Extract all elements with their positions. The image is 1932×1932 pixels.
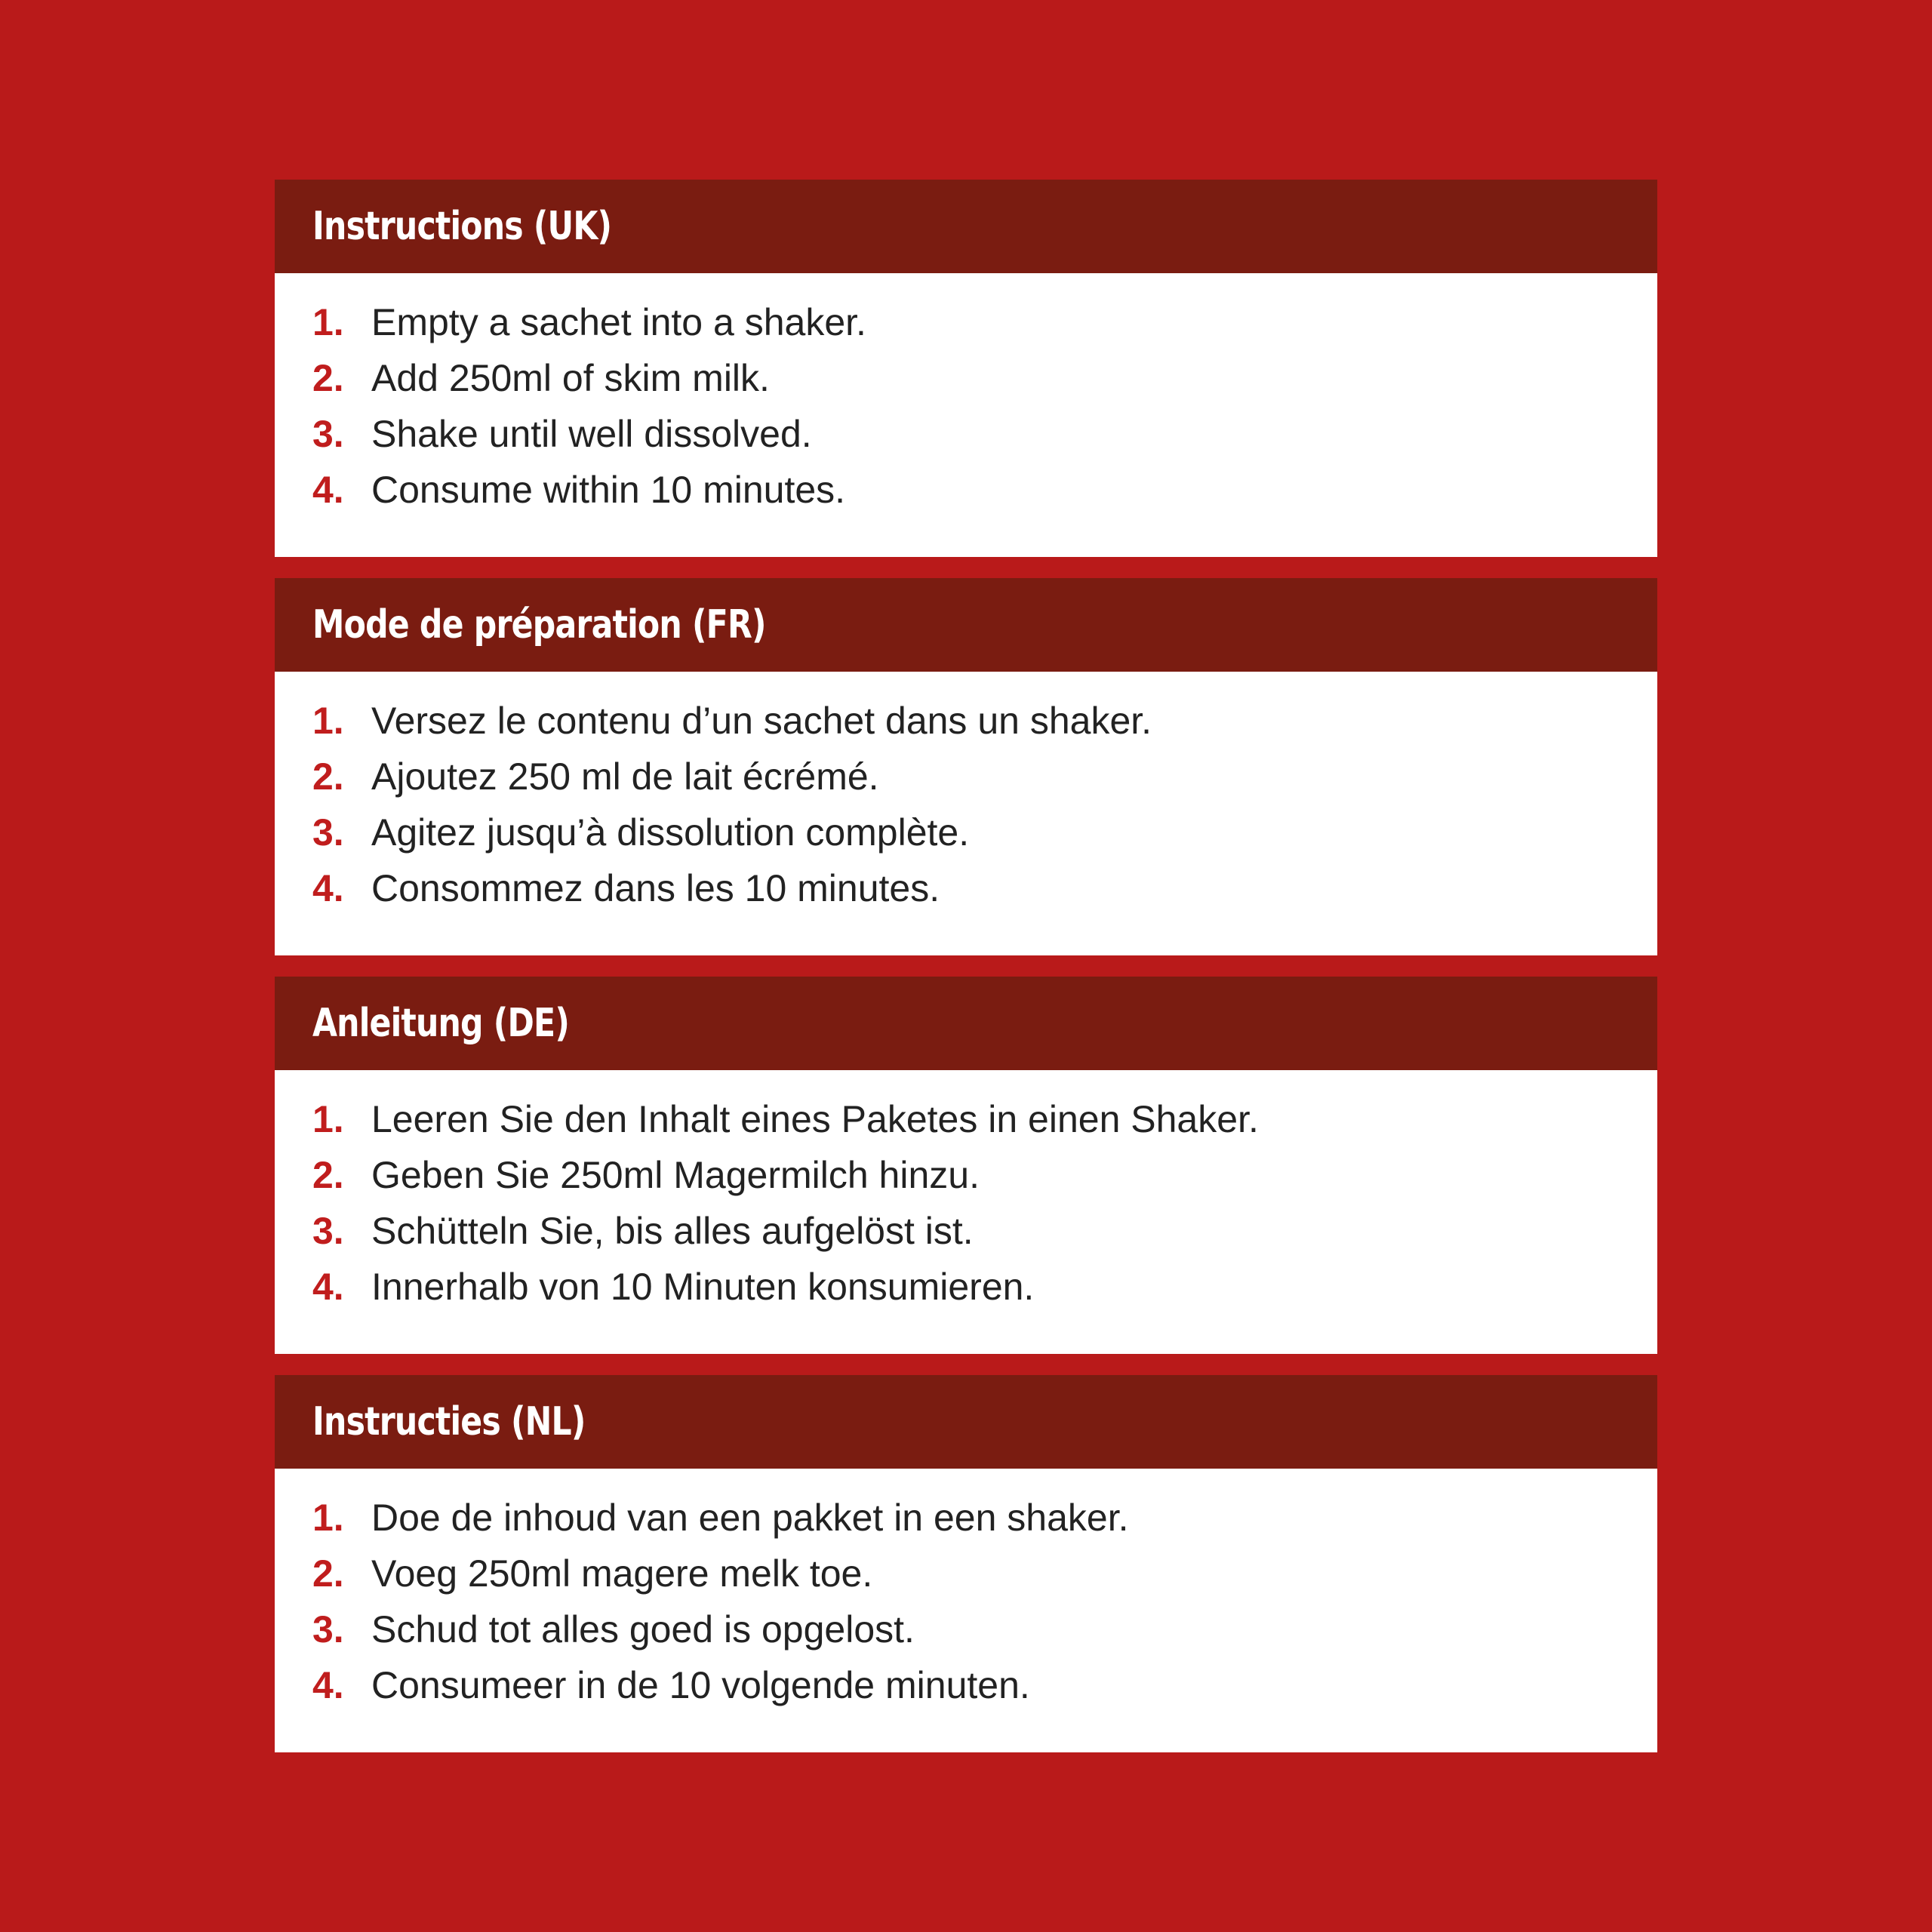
- step-item: [312, 1663, 1657, 1719]
- section-nl: [275, 1375, 1657, 1752]
- step-text: Agitez jusqu’à dissolution complète.: [371, 811, 970, 854]
- step-text: Shake until well dissolved.: [371, 413, 812, 455]
- step-text: Empty a sachet into a shaker.: [371, 301, 866, 343]
- step-item: [312, 1209, 1657, 1265]
- step-text: Schütteln Sie, bis alles aufgelöst ist.: [371, 1210, 974, 1252]
- step-number: 3.: [312, 413, 344, 455]
- step-text: Geben Sie 250ml Magermilch hinzu.: [371, 1154, 980, 1196]
- steps-list: [275, 1070, 1657, 1321]
- step-text: Consumeer in de 10 volgende minuten.: [371, 1664, 1030, 1706]
- step-number: 4.: [312, 1664, 344, 1706]
- step-text: Versez le contenu d’un sachet dans un shaker.: [371, 700, 1152, 742]
- step-number: 4.: [312, 469, 344, 511]
- step-item: [312, 866, 1657, 922]
- step-text: Add 250ml of skim milk.: [371, 357, 770, 399]
- step-number: 2.: [312, 357, 344, 399]
- step-number: 3.: [312, 1608, 344, 1651]
- step-number: 1.: [312, 700, 344, 742]
- step-number: 3.: [312, 1210, 344, 1252]
- step-item: [312, 699, 1657, 755]
- step-number: 2.: [312, 755, 344, 798]
- step-item: [312, 811, 1657, 866]
- step-item: [312, 412, 1657, 468]
- section-title: Mode de préparation (FR): [312, 602, 766, 648]
- steps-list: [275, 1469, 1657, 1719]
- step-item: [312, 755, 1657, 811]
- step-number: 1.: [312, 301, 344, 343]
- step-number: 1.: [312, 1098, 344, 1140]
- step-item: [312, 468, 1657, 524]
- section-header: [275, 180, 1657, 273]
- step-text: Schud tot alles goed is opgelost.: [371, 1608, 915, 1651]
- section-de: [275, 977, 1657, 1354]
- step-item: [312, 1552, 1657, 1607]
- step-item: [312, 1153, 1657, 1209]
- instruction-sections: [275, 180, 1657, 1774]
- step-text: Ajoutez 250 ml de lait écrémé.: [371, 755, 879, 798]
- step-text: Consommez dans les 10 minutes.: [371, 867, 940, 909]
- step-number: 4.: [312, 1266, 344, 1308]
- step-item: [312, 1496, 1657, 1552]
- step-item: [312, 1265, 1657, 1321]
- section-title: Instructies (NL): [312, 1399, 586, 1444]
- section-header: [275, 1375, 1657, 1469]
- steps-list: [275, 672, 1657, 922]
- step-item: [312, 300, 1657, 356]
- step-number: 1.: [312, 1497, 344, 1539]
- section-fr: [275, 578, 1657, 955]
- section-title: Anleitung (DE): [312, 1001, 569, 1046]
- step-number: 3.: [312, 811, 344, 854]
- step-number: 4.: [312, 867, 344, 909]
- section-header: [275, 977, 1657, 1070]
- step-text: Leeren Sie den Inhalt eines Paketes in einen Shaker.: [371, 1098, 1259, 1140]
- step-text: Consume within 10 minutes.: [371, 469, 846, 511]
- step-item: [312, 1607, 1657, 1663]
- steps-list: [275, 273, 1657, 524]
- section-header: [275, 578, 1657, 672]
- step-text: Innerhalb von 10 Minuten konsumieren.: [371, 1266, 1035, 1308]
- step-item: [312, 1097, 1657, 1153]
- step-item: [312, 356, 1657, 412]
- step-number: 2.: [312, 1552, 344, 1595]
- step-number: 2.: [312, 1154, 344, 1196]
- section-title: Instructions (UK): [312, 204, 612, 249]
- step-text: Voeg 250ml magere melk toe.: [371, 1552, 873, 1595]
- section-uk: [275, 180, 1657, 557]
- step-text: Doe de inhoud van een pakket in een shaker.: [371, 1497, 1129, 1539]
